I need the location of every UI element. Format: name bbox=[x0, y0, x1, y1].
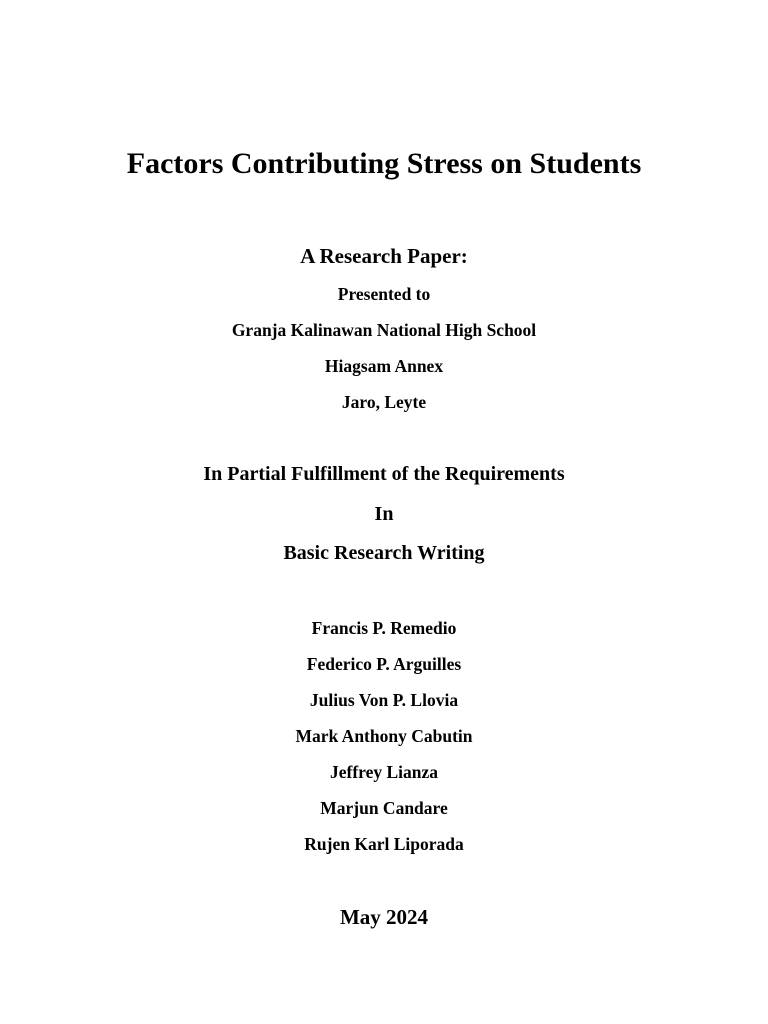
author-name: Federico P. Arguilles bbox=[306, 654, 462, 674]
author-name: Marjun Candare bbox=[320, 798, 448, 818]
presented-to-label: Presented to bbox=[337, 284, 431, 304]
author-name: Francis P. Remedio bbox=[311, 618, 457, 638]
document-date: May 2024 bbox=[339, 905, 429, 929]
author-name: Rujen Karl Liporada bbox=[304, 834, 464, 854]
fulfillment-line-1: In Partial Fulfillment of the Requirements bbox=[203, 463, 565, 485]
fulfillment-line-2: In bbox=[374, 503, 394, 525]
document-title: Factors Contributing Stress on Students bbox=[126, 147, 642, 180]
school-name: Granja Kalinawan National High School bbox=[231, 320, 537, 340]
school-annex: Hiagsam Annex bbox=[324, 356, 444, 376]
author-name: Jeffrey Lianza bbox=[329, 762, 439, 782]
author-list bbox=[0, 618, 768, 870]
author-name: Julius Von P. Llovia bbox=[309, 690, 459, 710]
document-subtitle: A Research Paper: bbox=[300, 244, 468, 268]
author-name: Mark Anthony Cabutin bbox=[295, 726, 473, 746]
school-location: Jaro, Leyte bbox=[341, 392, 427, 412]
fulfillment-line-3: Basic Research Writing bbox=[283, 542, 485, 564]
